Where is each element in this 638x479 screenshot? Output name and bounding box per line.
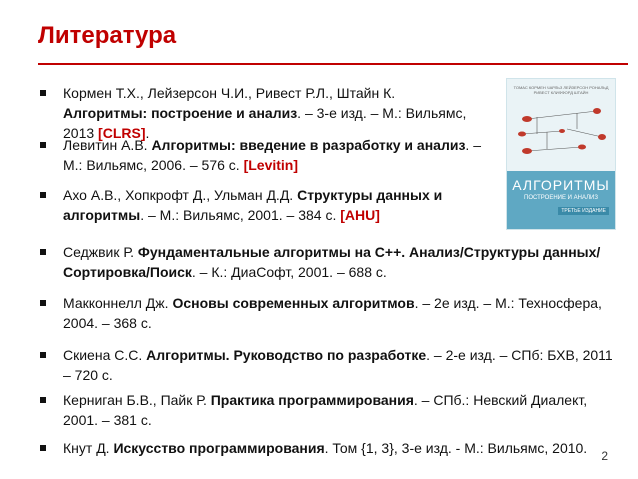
page-title: Литература [38,22,177,49]
reference-item [63,345,618,385]
reference-item [63,293,618,333]
reference-item [63,390,618,430]
reference-item [63,438,603,458]
reference-details: . – 2-е изд. – СПб: БХВ, 2011 – 720 с. [63,347,613,383]
cover-title: АЛГОРИТМЫ [512,177,610,193]
reference-details: . – СПб.: Невский Диалект, 2001. – 381 с. [63,392,588,428]
reference-authors: Макконнелл Дж. [63,295,173,311]
reference-authors: Ахо А.В., Хопкрофт Д., Ульман Д.Д. [63,187,298,203]
reference-details: . Том {1, 3}, 3-е изд. - М.: Вильямс, 2010. [324,440,588,456]
reference-details: . – 3-е изд. – М.: Вильямс, 2013 [63,105,467,141]
reference-authors: Седжвик Р. [63,244,138,260]
title-underline [38,63,628,65]
cover-edition: ТРЕТЬЕ ИЗДАНИЕ [558,207,609,215]
reference-title: Основы современных алгоритмов [172,295,415,311]
reference-title: Структуры данных и алгоритмы [63,187,443,223]
cover-subtitle: ПОСТРОЕНИЕ И АНАЛИЗ [524,195,598,201]
reference-item [63,185,483,225]
reference-item [63,242,618,282]
reference-authors: Левитин А.В. [63,137,152,153]
reference-title: Алгоритмы: введение в разработку и анализ [151,137,466,153]
cover-authors: ТОМАС КОРМЕН ЧАРЛЬЗ ЛЕЙЗЕРСОН РОНАЛЬД РИВЕСТ КЛИФФОРД ШТАЙН [513,85,609,95]
reference-details: . – 2е изд. – М.: Техносфера, 2004. – 368 с. [63,295,602,331]
reference-end: . [145,125,150,141]
reference-tag: [Levitin] [243,157,299,173]
reference-title: Фундаментальные алгоритмы на С++. Анализ/Структуры данных/Сортировка/Поиск [63,244,601,280]
reference-authors: Кормен Т.Х., Лейзерсон Ч.И., Ривест Р.Л., Штайн К. [63,85,396,101]
reference-item [63,83,483,143]
reference-title: Практика программирования [210,392,414,408]
reference-title: Алгоритмы. Руководство по разработке [146,347,427,363]
reference-title: Алгоритмы: построение и анализ [63,105,298,121]
reference-details: . – М.: Вильямс, 2006. – 576 с. [63,137,481,173]
reference-title: Искусство программирования [113,440,325,456]
page-number: 2 [601,449,608,463]
reference-tag: [AHU] [340,207,380,223]
reference-authors: Скиена С.С. [63,347,147,363]
reference-details: . – К.: ДиаСофт, 2001. – 688 с. [191,264,387,280]
reference-details: . – М.: Вильямс, 2001. – 384 с. [140,207,341,223]
reference-tag: [CLRS] [98,125,146,141]
reference-authors: Керниган Б.В., Пайк Р. [63,392,211,408]
reference-authors: Кнут Д. [63,440,114,456]
book-cover-image [506,78,616,230]
reference-item [63,135,483,175]
